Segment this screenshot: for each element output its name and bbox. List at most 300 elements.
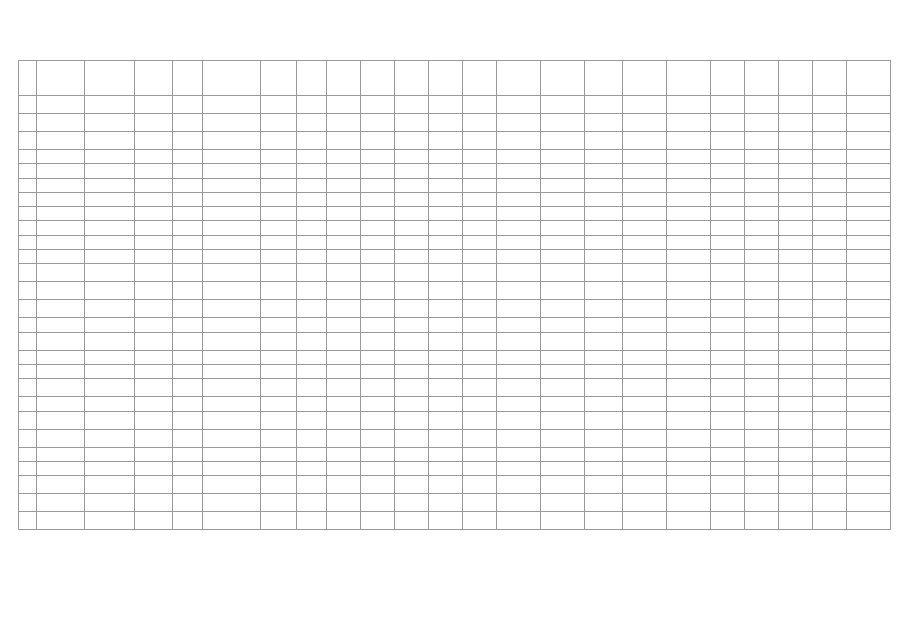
table-cell — [37, 512, 85, 530]
table-cell — [463, 264, 497, 282]
table-cell — [779, 264, 813, 282]
table-cell — [847, 350, 891, 364]
table-cell — [463, 447, 497, 461]
table-cell — [361, 476, 395, 494]
table-row — [19, 476, 891, 494]
table-cell — [135, 235, 173, 249]
table-cell — [585, 494, 623, 512]
table-cell — [135, 397, 173, 411]
table-cell — [19, 164, 37, 178]
table-cell — [541, 494, 585, 512]
table-cell — [813, 192, 847, 206]
table-cell — [623, 114, 667, 132]
table-cell — [19, 429, 37, 447]
table-cell — [37, 150, 85, 164]
table-cell — [463, 350, 497, 364]
table-cell — [327, 476, 361, 494]
column-header — [623, 61, 667, 96]
table-row — [19, 364, 891, 378]
table-cell — [395, 447, 429, 461]
table-cell — [585, 350, 623, 364]
table-cell — [745, 318, 779, 332]
table-cell — [497, 192, 541, 206]
table-cell — [297, 332, 327, 350]
table-row — [19, 207, 891, 221]
table-cell — [173, 350, 203, 364]
table-cell — [85, 429, 135, 447]
table-cell — [85, 512, 135, 530]
table-cell — [745, 411, 779, 429]
table-cell — [173, 235, 203, 249]
table-cell — [19, 332, 37, 350]
table-cell — [297, 96, 327, 114]
table-cell — [135, 494, 173, 512]
table-cell — [779, 282, 813, 300]
table-cell — [463, 364, 497, 378]
table-cell — [463, 114, 497, 132]
table-cell — [429, 178, 463, 192]
table-cell — [541, 132, 585, 150]
table-cell — [203, 192, 261, 206]
column-header — [327, 61, 361, 96]
table-cell — [327, 512, 361, 530]
table-cell — [297, 447, 327, 461]
table-cell — [361, 264, 395, 282]
table-cell — [297, 461, 327, 475]
column-header — [361, 61, 395, 96]
table-cell — [37, 411, 85, 429]
table-cell — [395, 461, 429, 475]
table-cell — [541, 235, 585, 249]
table-cell — [173, 178, 203, 192]
table-cell — [745, 379, 779, 397]
table-cell — [813, 512, 847, 530]
table-cell — [745, 235, 779, 249]
table-cell — [395, 250, 429, 264]
table-cell — [173, 264, 203, 282]
column-header — [173, 61, 203, 96]
table-cell — [711, 512, 745, 530]
table-cell — [37, 250, 85, 264]
table-cell — [19, 300, 37, 318]
table-cell — [585, 235, 623, 249]
table-cell — [361, 300, 395, 318]
table-cell — [711, 397, 745, 411]
table-cell — [85, 494, 135, 512]
table-cell — [667, 332, 711, 350]
table-cell — [173, 96, 203, 114]
column-header — [135, 61, 173, 96]
column-header — [463, 61, 497, 96]
table-cell — [327, 178, 361, 192]
table-cell — [847, 264, 891, 282]
table-cell — [203, 300, 261, 318]
table-cell — [779, 300, 813, 318]
table-cell — [813, 350, 847, 364]
table-cell — [261, 192, 297, 206]
table-cell — [429, 207, 463, 221]
table-cell — [847, 476, 891, 494]
table-cell — [623, 96, 667, 114]
table-cell — [585, 114, 623, 132]
table-cell — [779, 447, 813, 461]
table-cell — [361, 282, 395, 300]
table-cell — [429, 192, 463, 206]
table-cell — [37, 192, 85, 206]
table-cell — [37, 332, 85, 350]
table-cell — [37, 221, 85, 235]
table-cell — [395, 429, 429, 447]
table-cell — [497, 476, 541, 494]
table-cell — [19, 264, 37, 282]
table-cell — [37, 379, 85, 397]
table-cell — [135, 318, 173, 332]
table-cell — [711, 221, 745, 235]
table-cell — [37, 350, 85, 364]
table-cell — [745, 512, 779, 530]
table-cell — [297, 114, 327, 132]
table-cell — [779, 397, 813, 411]
table-cell — [847, 461, 891, 475]
table-cell — [463, 235, 497, 249]
table-row — [19, 221, 891, 235]
table-cell — [203, 379, 261, 397]
table-cell — [395, 192, 429, 206]
table-cell — [541, 164, 585, 178]
table-cell — [261, 300, 297, 318]
table-cell — [85, 164, 135, 178]
table-cell — [173, 250, 203, 264]
table-row — [19, 96, 891, 114]
table-cell — [541, 332, 585, 350]
table-cell — [779, 411, 813, 429]
table-cell — [667, 178, 711, 192]
table-cell — [847, 150, 891, 164]
table-cell — [297, 192, 327, 206]
table-cell — [203, 96, 261, 114]
table-cell — [327, 264, 361, 282]
table-cell — [745, 221, 779, 235]
table-body — [19, 96, 891, 530]
table-cell — [429, 235, 463, 249]
table-cell — [19, 350, 37, 364]
table-cell — [297, 379, 327, 397]
table-cell — [173, 397, 203, 411]
table-cell — [85, 207, 135, 221]
table-cell — [19, 178, 37, 192]
column-header — [667, 61, 711, 96]
table-cell — [327, 96, 361, 114]
table-cell — [497, 221, 541, 235]
table-cell — [745, 164, 779, 178]
table-cell — [623, 150, 667, 164]
table-cell — [429, 411, 463, 429]
table-cell — [395, 379, 429, 397]
table-cell — [813, 114, 847, 132]
table-cell — [261, 250, 297, 264]
table-cell — [297, 250, 327, 264]
table-cell — [173, 364, 203, 378]
table-cell — [779, 114, 813, 132]
table-cell — [779, 235, 813, 249]
table-cell — [297, 411, 327, 429]
table-cell — [19, 207, 37, 221]
table-cell — [779, 221, 813, 235]
table-cell — [623, 235, 667, 249]
table-cell — [429, 96, 463, 114]
table-cell — [327, 350, 361, 364]
table-cell — [173, 379, 203, 397]
table-cell — [361, 332, 395, 350]
table-row — [19, 264, 891, 282]
table-cell — [135, 476, 173, 494]
table-cell — [847, 178, 891, 192]
table-cell — [85, 300, 135, 318]
table-cell — [667, 411, 711, 429]
table-row — [19, 350, 891, 364]
table-cell — [847, 164, 891, 178]
table-cell — [327, 379, 361, 397]
table-cell — [19, 150, 37, 164]
table-cell — [361, 221, 395, 235]
column-header — [585, 61, 623, 96]
table-cell — [585, 447, 623, 461]
table-cell — [37, 164, 85, 178]
table-cell — [85, 192, 135, 206]
table-cell — [711, 192, 745, 206]
table-cell — [173, 476, 203, 494]
table-cell — [813, 494, 847, 512]
table-cell — [327, 114, 361, 132]
table-cell — [395, 178, 429, 192]
table-cell — [203, 429, 261, 447]
table-cell — [667, 429, 711, 447]
column-header — [37, 61, 85, 96]
table-cell — [585, 461, 623, 475]
table-cell — [847, 114, 891, 132]
table-cell — [361, 397, 395, 411]
data-table — [18, 60, 891, 530]
table-row — [19, 150, 891, 164]
table-cell — [297, 178, 327, 192]
page-footer — [0, 608, 905, 614]
table-cell — [361, 96, 395, 114]
table-cell — [667, 132, 711, 150]
table-cell — [585, 282, 623, 300]
table-cell — [813, 250, 847, 264]
table-cell — [327, 429, 361, 447]
table-cell — [19, 447, 37, 461]
table-cell — [37, 114, 85, 132]
table-cell — [261, 364, 297, 378]
table-cell — [779, 364, 813, 378]
table-cell — [847, 221, 891, 235]
table-cell — [361, 250, 395, 264]
table-cell — [623, 447, 667, 461]
table-cell — [19, 364, 37, 378]
table-cell — [85, 476, 135, 494]
table-cell — [261, 132, 297, 150]
table-cell — [135, 364, 173, 378]
table-cell — [667, 350, 711, 364]
table-cell — [711, 132, 745, 150]
table-cell — [297, 429, 327, 447]
table-cell — [429, 264, 463, 282]
table-cell — [37, 429, 85, 447]
table-cell — [711, 318, 745, 332]
table-cell — [203, 494, 261, 512]
table-cell — [37, 207, 85, 221]
table-cell — [85, 221, 135, 235]
table-cell — [173, 221, 203, 235]
table-cell — [667, 379, 711, 397]
table-cell — [85, 397, 135, 411]
table-cell — [813, 300, 847, 318]
table-cell — [203, 264, 261, 282]
table-row — [19, 447, 891, 461]
table-cell — [541, 512, 585, 530]
table-cell — [541, 192, 585, 206]
table-cell — [711, 150, 745, 164]
table-cell — [327, 300, 361, 318]
table-cell — [203, 447, 261, 461]
table-cell — [585, 132, 623, 150]
table-cell — [541, 461, 585, 475]
table-cell — [297, 221, 327, 235]
table-cell — [203, 332, 261, 350]
table-row — [19, 494, 891, 512]
table-cell — [623, 132, 667, 150]
table-cell — [297, 318, 327, 332]
table-cell — [623, 411, 667, 429]
table-cell — [261, 512, 297, 530]
table-cell — [37, 318, 85, 332]
table-cell — [327, 318, 361, 332]
table-cell — [847, 494, 891, 512]
table-cell — [173, 411, 203, 429]
table-cell — [85, 447, 135, 461]
table-cell — [847, 332, 891, 350]
table-cell — [463, 207, 497, 221]
column-header — [711, 61, 745, 96]
column-header — [429, 61, 463, 96]
table-cell — [429, 429, 463, 447]
table-cell — [585, 332, 623, 350]
table-cell — [847, 364, 891, 378]
table-cell — [779, 494, 813, 512]
table-cell — [585, 164, 623, 178]
table-cell — [463, 221, 497, 235]
table-cell — [395, 512, 429, 530]
table-cell — [745, 96, 779, 114]
table-cell — [85, 264, 135, 282]
table-cell — [85, 461, 135, 475]
table-cell — [37, 397, 85, 411]
table-cell — [19, 397, 37, 411]
table-cell — [297, 282, 327, 300]
table-cell — [745, 282, 779, 300]
table-cell — [711, 332, 745, 350]
table-cell — [327, 461, 361, 475]
table-cell — [37, 235, 85, 249]
table-cell — [19, 318, 37, 332]
table-cell — [813, 332, 847, 350]
table-cell — [261, 264, 297, 282]
table-cell — [395, 164, 429, 178]
table-cell — [711, 429, 745, 447]
table-cell — [173, 447, 203, 461]
table-cell — [847, 512, 891, 530]
table-cell — [37, 96, 85, 114]
table-cell — [813, 461, 847, 475]
table-cell — [585, 207, 623, 221]
table-cell — [711, 282, 745, 300]
table-cell — [429, 250, 463, 264]
column-header — [19, 61, 37, 96]
table-cell — [85, 250, 135, 264]
table-cell — [623, 300, 667, 318]
table-cell — [745, 461, 779, 475]
table-cell — [173, 300, 203, 318]
table-cell — [19, 494, 37, 512]
table-row — [19, 379, 891, 397]
table-cell — [541, 282, 585, 300]
table-cell — [745, 250, 779, 264]
table-cell — [297, 207, 327, 221]
table-row — [19, 300, 891, 318]
table-cell — [327, 447, 361, 461]
table-cell — [497, 264, 541, 282]
table-cell — [667, 476, 711, 494]
table-cell — [779, 150, 813, 164]
table-cell — [779, 461, 813, 475]
table-cell — [541, 447, 585, 461]
table-cell — [297, 164, 327, 178]
table-cell — [85, 150, 135, 164]
table-cell — [37, 300, 85, 318]
table-cell — [847, 282, 891, 300]
table-cell — [847, 447, 891, 461]
table-cell — [623, 250, 667, 264]
table-cell — [779, 250, 813, 264]
table-cell — [361, 494, 395, 512]
table-row — [19, 512, 891, 530]
table-cell — [813, 235, 847, 249]
table-cell — [463, 282, 497, 300]
table-cell — [203, 207, 261, 221]
table-cell — [19, 461, 37, 475]
table-cell — [173, 114, 203, 132]
table-cell — [85, 364, 135, 378]
table-cell — [711, 250, 745, 264]
table-cell — [497, 178, 541, 192]
table-cell — [261, 429, 297, 447]
table-cell — [623, 364, 667, 378]
table-cell — [261, 494, 297, 512]
table-cell — [463, 318, 497, 332]
table-cell — [203, 397, 261, 411]
table-cell — [497, 397, 541, 411]
table-cell — [361, 132, 395, 150]
table-cell — [135, 150, 173, 164]
table-cell — [429, 282, 463, 300]
table-cell — [395, 207, 429, 221]
table-cell — [395, 150, 429, 164]
table-cell — [173, 318, 203, 332]
table-cell — [541, 429, 585, 447]
table-cell — [463, 411, 497, 429]
column-header — [779, 61, 813, 96]
